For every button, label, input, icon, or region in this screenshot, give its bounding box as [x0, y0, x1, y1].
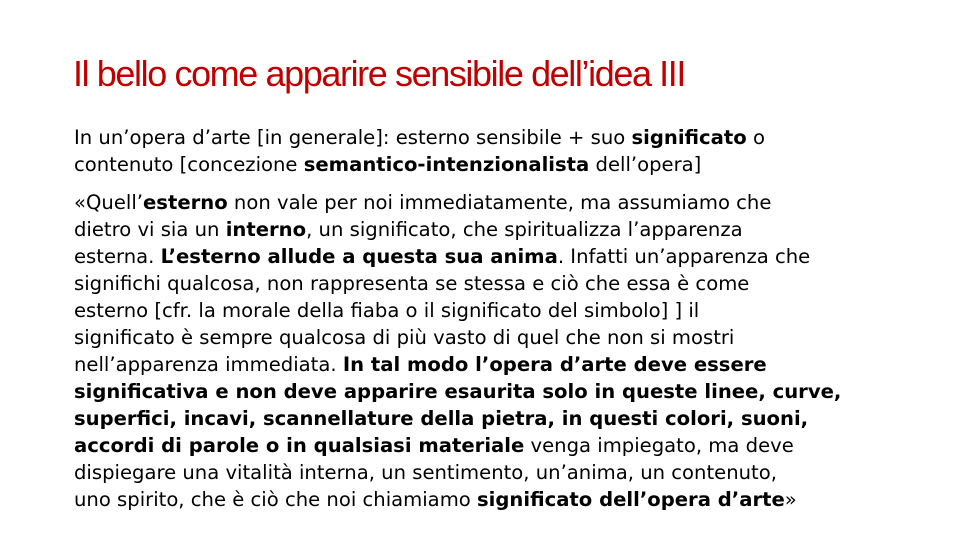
text-line [74, 378, 914, 405]
bold-text-run: superfici, incavi, scannellature della pietra, in questi colori, suoni, [74, 407, 809, 430]
text-run: uno spirito, che è ciò che noi chiamiamo [74, 488, 477, 511]
text-run: , un significato, che spiritualizza l’apparenza [306, 218, 743, 241]
text-run: dell’opera] [589, 153, 702, 176]
slide-title: Il bello come apparire sensibile dell’idea III [73, 53, 685, 94]
bold-text-run: significativa e non deve apparire esaurita solo in queste linee, curve, [74, 380, 842, 403]
bold-text-run: significato dell’opera d’arte [477, 488, 785, 511]
text-run: «Quell’ [74, 191, 143, 214]
text-run: nell’apparenza immediata. [74, 353, 343, 376]
text-line [74, 324, 914, 351]
text-line [74, 151, 914, 178]
text-run: contenuto [concezione [74, 153, 304, 176]
text-line [74, 405, 914, 432]
text-run: significhi qualcosa, non rappresenta se stessa e ciò che essa è come [74, 272, 750, 295]
text-run: dispiegare una vitalità interna, un sentimento, un’anima, un contenuto, [74, 461, 777, 484]
text-line [74, 459, 914, 486]
paragraph-intro [74, 124, 914, 178]
slide-body [74, 124, 914, 513]
bold-text-run: accordi di parole o in qualsiasi materiale [74, 434, 525, 457]
text-run: » [784, 488, 797, 511]
text-run: significato è sempre qualcosa di più vasto di quel che non si mostri [74, 326, 735, 349]
text-line [74, 270, 914, 297]
bold-text-run: L’esterno allude a questa sua anima [160, 245, 558, 268]
bold-text-run: significato [631, 126, 747, 149]
text-line [74, 243, 914, 270]
bold-text-run: semantico-intenzionalista [303, 153, 590, 176]
bold-text-run: interno [225, 218, 307, 241]
text-run: esterna. [74, 245, 161, 268]
text-run: dietro vi sia un [74, 218, 226, 241]
bold-text-run: In tal modo l’opera d’arte deve essere [342, 353, 767, 376]
text-line [74, 124, 914, 151]
text-run: o [746, 126, 765, 149]
text-line [74, 351, 914, 378]
text-run: venga impiegato, ma deve [524, 434, 794, 457]
text-line [74, 189, 914, 216]
paragraph-quote [74, 189, 914, 513]
text-run: In un’opera d’arte [in generale]: esterno sensibile + suo [74, 126, 632, 149]
bold-text-run: esterno [143, 191, 228, 214]
text-line [74, 432, 914, 459]
text-run: . Infatti un’apparenza che [557, 245, 811, 268]
text-line [74, 216, 914, 243]
text-line [74, 297, 914, 324]
text-run: non vale per noi immediatamente, ma assumiamo che [227, 191, 772, 214]
text-line [74, 486, 914, 513]
text-run: esterno [cfr. la morale della fiaba o il significato del simbolo] ] il [74, 299, 700, 322]
